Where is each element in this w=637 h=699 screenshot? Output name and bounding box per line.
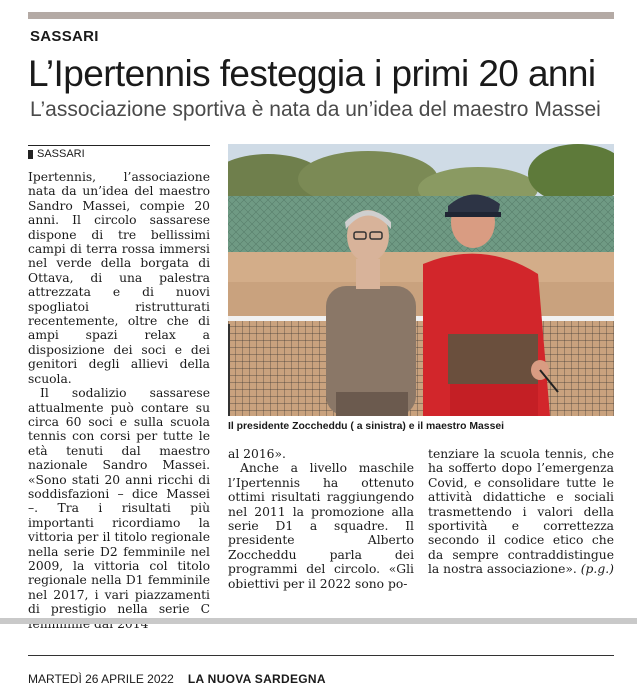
body-column-2	[228, 447, 414, 591]
paragraph	[428, 447, 614, 577]
headline: L’Ipertennis festeggia i primi 20 anni	[28, 53, 596, 94]
paragraph: Il sodalizio sassarese attualmente può contare su circa 60 soci e sulla scuola tennis con corsi per tutte le età tenuti dal maestro nazionale Sandro Massei. «Sono stati 20 anni ricchi di soddisfazioni – dice Massei –. Tra i risultati più importanti ricordiamo la vittoria per il titolo regionale nella serie D2 femminile nel 2009, la vittoria col titolo regionale nella D1 femminile nel 2017, i vari piazzamenti di prestigio nella serie C	[28, 386, 210, 617]
paragraph: al 2016».	[228, 447, 286, 461]
body-column-3	[428, 447, 614, 577]
dateline-location: SASSARI	[37, 148, 85, 160]
subheadline: L’associazione sportiva è nata da un’idea del maestro Massei	[30, 98, 601, 121]
location-rule	[28, 145, 210, 146]
bottom-rule	[0, 618, 637, 624]
body-column-1	[28, 170, 210, 631]
author-signature: (p.g.)	[580, 562, 614, 577]
paragraph: Ipertennis, l’associazione nata da un’idea del maestro Sandro Massei, compie 20 anni. Il circolo sassarese dispone di tre bellissimi campi di terra rossa immersi nel verde della borgata di Ottava, di una palestra attrezzata e di nuovi spogliatoi ristrutturati recentemente, oltre che di ampi spazi relax a disposizione dei soci e dei genitori degli allievi della scuola.	[28, 170, 210, 386]
page-footer	[28, 672, 326, 686]
paragraph: Anche a livello maschile l’Ipertennis ha ottenuto ottimi risultati raggiungendo nel 2011 la promozione alla serie D1 a squadre. Il presidente Alberto Zoccheddu parla dei programmi del circolo. «Gli obiettivi per il 2022 sono po-	[228, 461, 414, 591]
photo-caption: Il presidente Zoccheddu ( a sinistra) e il maestro Massei	[228, 421, 505, 432]
paragraph-text: tenziare la scuola tennis, che ha sofferto dopo l’emergenza Covid, e consolidare tutte le attività didattiche e sociali trasmettendo i valori della sportività e correttezza secondo il codice etico che da sempre contraddistingue la nostra associazione».	[428, 447, 614, 577]
top-rule	[28, 12, 614, 19]
footer-date: MARTEDÌ 26 APRILE 2022	[28, 672, 174, 686]
dateline	[28, 148, 85, 160]
newspaper-name: LA NUOVA SARDEGNA	[187, 672, 326, 686]
dateline-marker-icon	[28, 150, 33, 159]
footer-rule	[28, 655, 614, 656]
section-kicker: SASSARI	[30, 28, 99, 45]
article-photo	[228, 144, 614, 416]
